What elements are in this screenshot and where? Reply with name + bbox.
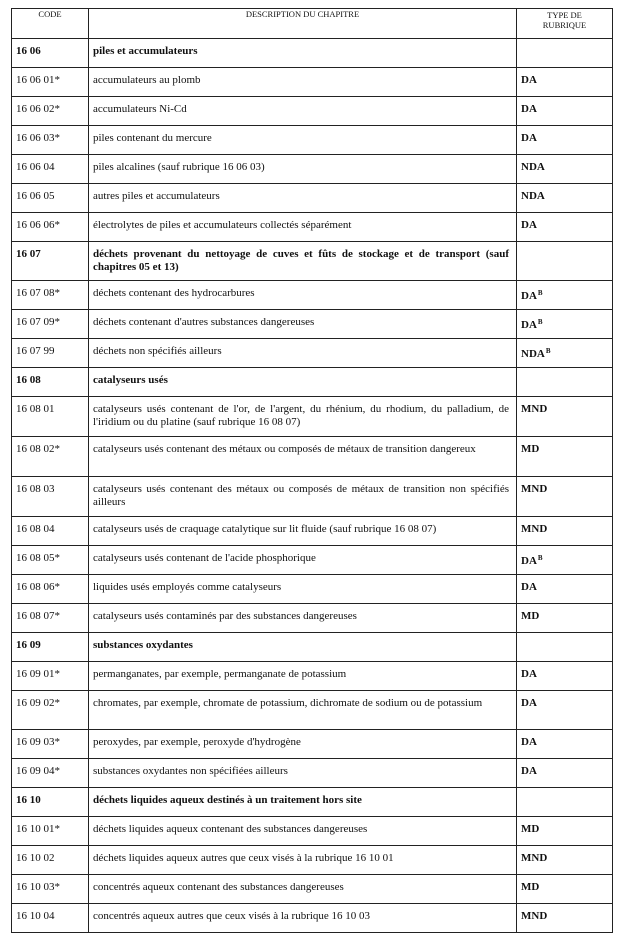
row-type: DA [521,765,537,777]
table-row [12,397,613,437]
row-description: déchets liquides aqueux destinés à un traitement hors site [93,794,362,806]
row-description: concentrés aqueux contenant des substances dangereuses [93,881,344,893]
header-description: DESCRIPTION DU CHAPITRE [89,9,517,39]
row-code: 16 09 03* [16,736,60,748]
row-description: catalyseurs usés contenant des métaux ou composés de métaux de transition dangereux [93,443,476,455]
row-code: 16 10 01* [16,823,60,835]
row-code: 16 08 07* [16,610,60,622]
row-description: substances oxydantes non spécifiées ailleurs [93,765,288,777]
row-type: MND [521,852,548,864]
row-description: électrolytes de piles et accumulateurs collectés séparément [93,219,352,231]
row-description: catalyseurs usés [93,374,168,386]
row-code: 16 06 01* [16,74,60,86]
row-type: MND [521,523,548,535]
row-code: 16 07 99 [16,345,55,357]
row-description: déchets contenant des hydrocarbures [93,287,255,299]
row-code: 16 08 04 [16,523,55,535]
row-description: permanganates, par exemple, permanganate de potassium [93,668,347,680]
table-row [12,517,613,546]
row-description: concentrés aqueux autres que ceux visés à la rubrique 16 10 03 [93,910,371,922]
row-type: DA [521,555,537,567]
header-type-line1: TYPE DE [547,10,582,20]
row-type: NDA [521,161,545,173]
table-row [12,126,613,155]
table-row [12,604,613,633]
table-row [12,213,613,242]
row-type-footnote: B [537,554,543,562]
section-row [12,242,613,281]
row-description: peroxydes, par exemple, peroxyde d'hydrogène [93,736,301,748]
row-code: 16 08 03 [16,483,55,495]
table-body [12,39,613,933]
row-description: déchets liquides aqueux contenant des substances dangereuses [93,823,368,835]
row-code: 16 08 02* [16,443,60,455]
row-description: déchets non spécifiés ailleurs [93,345,222,357]
table-row [12,730,613,759]
row-type: DA [521,219,537,231]
table-row [12,817,613,846]
row-type: DA [521,103,537,115]
row-type: DA [521,668,537,680]
row-description: piles contenant du mercure [93,132,212,144]
section-row [12,368,613,397]
row-type: MND [521,910,548,922]
section-row [12,39,613,68]
table-row [12,904,613,933]
row-type: MD [521,823,540,835]
row-code: 16 06 04 [16,161,55,173]
table-row [12,846,613,875]
row-description: substances oxydantes [93,639,193,651]
row-type-footnote: B [537,318,543,326]
row-type: DA [521,132,537,144]
table-row [12,184,613,213]
row-description: catalyseurs usés contaminés par des substances dangereuses [93,610,357,622]
table-row [12,310,613,339]
row-description: autres piles et accumulateurs [93,190,220,202]
row-type: MND [521,483,548,495]
row-description: catalyseurs usés contenant de l'or, de l'argent, du rhénium, du rhodium, du palladium, de l'iridium ou du platine (sauf rubrique 16 08 07) [93,403,509,428]
row-type-footnote: B [537,289,543,297]
row-code: 16 06 [16,45,41,57]
row-code: 16 09 02* [16,697,60,709]
header-type-line2: RUBRIQUE [542,20,587,30]
row-code: 16 09 01* [16,668,60,680]
row-code: 16 06 03* [16,132,60,144]
row-description: piles alcalines (sauf rubrique 16 06 03) [93,161,265,173]
table-row [12,97,613,126]
row-description: catalyseurs usés de craquage catalytique sur lit fluide (sauf rubrique 16 08 07) [93,523,437,535]
row-type: DA [521,319,537,331]
row-description: chromates, par exemple, chromate de potassium, dichromate de sodium ou de potassium [93,697,483,709]
row-code: 16 06 02* [16,103,60,115]
row-description: déchets contenant d'autres substances dangereuses [93,316,315,328]
section-row [12,788,613,817]
row-type-footnote: B [545,347,551,355]
row-type: DA [521,697,537,709]
row-code: 16 10 04 [16,910,55,922]
row-code: 16 09 04* [16,765,60,777]
row-code: 16 08 05* [16,552,60,564]
table-row [12,437,613,477]
row-type: DA [521,581,537,593]
row-type: MND [521,403,548,415]
row-type: DA [521,290,537,302]
table-row [12,875,613,904]
row-description: déchets liquides aqueux autres que ceux visés à la rubrique 16 10 01 [93,852,394,864]
row-code: 16 08 01 [16,403,55,415]
row-code: 16 07 08* [16,287,60,299]
table-row [12,155,613,184]
row-type: DA [521,74,537,86]
row-code: 16 10 03* [16,881,60,893]
table-row [12,68,613,97]
section-row [12,633,613,662]
row-type: MD [521,881,540,893]
row-code: 16 08 06* [16,581,60,593]
row-description: piles et accumulateurs [93,45,198,57]
table-row [12,281,613,310]
row-code: 16 07 09* [16,316,60,328]
row-description: catalyseurs usés contenant de l'acide phosphorique [93,552,316,564]
row-description: liquides usés employés comme catalyseurs [93,581,282,593]
row-type: NDA [521,348,545,360]
table-row [12,477,613,517]
row-type: NDA [521,190,545,202]
row-description: accumulateurs au plomb [93,74,201,86]
row-code: 16 09 [16,639,41,651]
row-code: 16 06 05 [16,190,55,202]
row-code: 16 10 02 [16,852,55,864]
row-code: 16 07 [16,248,41,260]
table-row [12,546,613,575]
row-code: 16 08 [16,374,41,386]
row-code: 16 06 06* [16,219,60,231]
table-row [12,662,613,691]
row-description: accumulateurs Ni-Cd [93,103,187,115]
table-row [12,339,613,368]
row-description: déchets provenant du nettoyage de cuves et fûts de stockage et de transport (sauf chapitres 05 et 13) [93,248,509,273]
waste-code-table [11,8,613,933]
row-description: catalyseurs usés contenant des métaux ou composés de métaux de transition non spécifiés ailleurs [93,483,509,508]
row-type: MD [521,443,540,455]
table-row [12,759,613,788]
header-code: CODE [12,9,89,39]
table-row [12,575,613,604]
row-type: DA [521,736,537,748]
header-type [517,9,613,39]
table-header [12,9,613,39]
table-row [12,691,613,730]
row-code: 16 10 [16,794,41,806]
row-type: MD [521,610,540,622]
